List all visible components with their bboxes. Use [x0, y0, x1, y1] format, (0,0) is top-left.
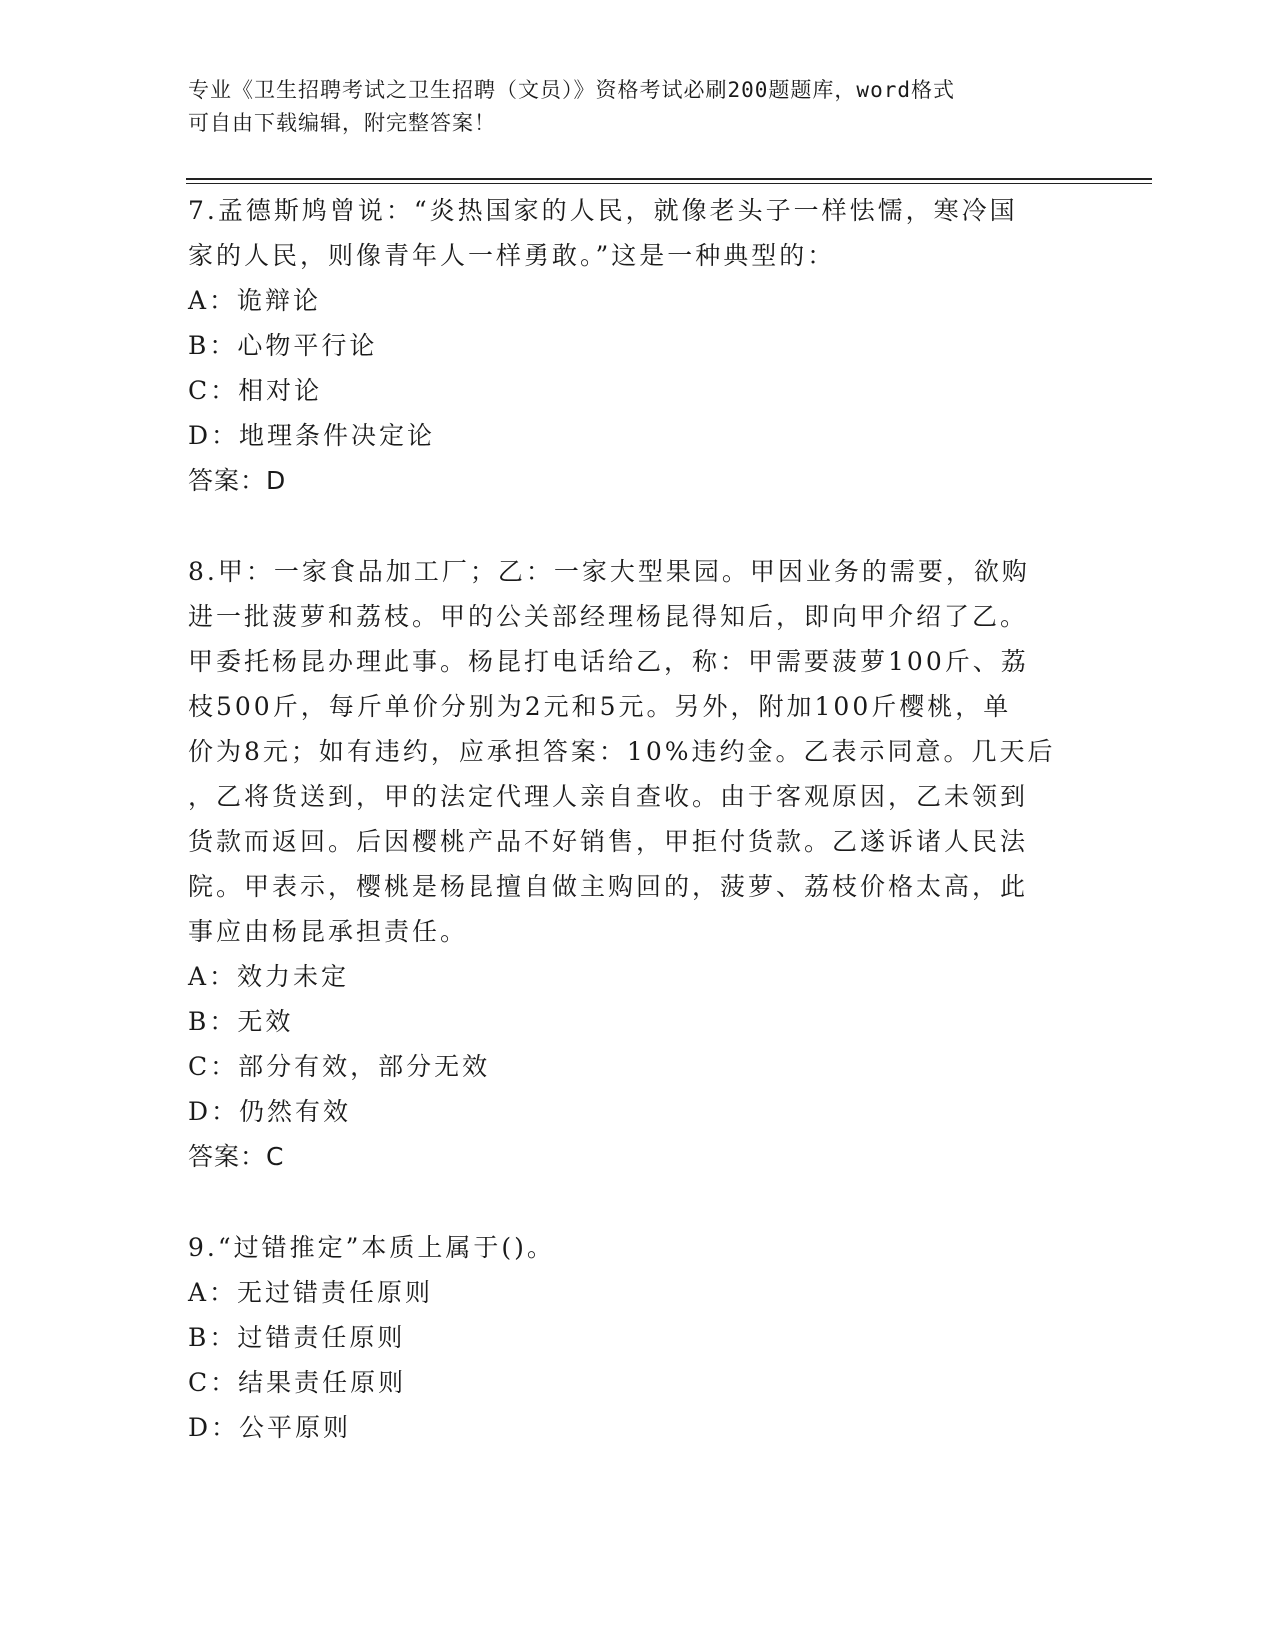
option-c: C：结果责任原则 — [188, 1368, 407, 1397]
option-b: B：过错责任原则 — [188, 1323, 406, 1352]
option-d: D：公平原则 — [188, 1413, 352, 1442]
option-b: B：心物平行论 — [188, 331, 378, 360]
header-rule-thin — [186, 183, 1152, 184]
question-stem-line: 进一批菠萝和荔枝。甲的公关部经理杨昆得知后，即向甲介绍了乙。 — [188, 602, 1029, 631]
question-list — [188, 188, 1088, 1450]
question-9 — [188, 1225, 1088, 1450]
spacer — [188, 503, 1088, 549]
answer: 答案：D — [188, 466, 287, 495]
answer: 答案：C — [188, 1142, 285, 1171]
question-stem-line: 家的人民，则像青年人一样勇敢。”这是一种典型的： — [188, 241, 836, 270]
option-d: D：地理条件决定论 — [188, 421, 436, 450]
question-stem-line: 7.孟德斯鸠曾说：“炎热国家的人民，就像老头子一样怯懦，寒冷国 — [188, 196, 1018, 225]
question-stem-line: 院。甲表示，樱桃是杨昆擅自做主购回的，菠萝、荔枝价格太高，此 — [188, 872, 1029, 901]
header-line-2: 可自由下载编辑，附完整答案！ — [188, 111, 496, 135]
option-a: A：诡辩论 — [188, 286, 322, 315]
header-rule-thick — [186, 178, 1152, 180]
header-line-1: 专业《卫生招聘考试之卫生招聘（文员）》资格考试必刷200题题库，word格式 — [188, 78, 955, 102]
option-c: C：相对论 — [188, 376, 323, 405]
document-header — [188, 74, 1088, 140]
question-stem-line: 枝500斤，每斤单价分别为2元和5元。另外，附加100斤樱桃，单 — [188, 692, 1012, 721]
question-stem-line: 价为8元；如有违约，应承担答案：10%违约金。乙表示同意。几天后 — [188, 737, 1056, 766]
spacer — [188, 1179, 1088, 1225]
question-stem-line: 甲委托杨昆办理此事。杨昆打电话给乙，称：甲需要菠萝100斤、荔 — [188, 647, 1029, 676]
question-stem-line: ，乙将货送到，甲的法定代理人亲自查收。由于客观原因，乙未领到 — [188, 782, 1029, 811]
question-stem-line: 9.“过错推定”本质上属于()。 — [188, 1233, 555, 1262]
option-d: D：仍然有效 — [188, 1097, 352, 1126]
option-a: A：无过错责任原则 — [188, 1278, 434, 1307]
question-stem-line: 事应由杨昆承担责任。 — [188, 917, 469, 946]
question-8 — [188, 549, 1088, 1179]
option-a: A：效力未定 — [188, 962, 350, 991]
question-stem-line: 8.甲：一家食品加工厂；乙：一家大型果园。甲因业务的需要，欲购 — [188, 557, 1030, 586]
option-c: C：部分有效，部分无效 — [188, 1052, 491, 1081]
option-b: B：无效 — [188, 1007, 294, 1036]
question-stem-line: 货款而返回。后因樱桃产品不好销售，甲拒付货款。乙遂诉诸人民法 — [188, 827, 1029, 856]
question-7 — [188, 188, 1088, 503]
